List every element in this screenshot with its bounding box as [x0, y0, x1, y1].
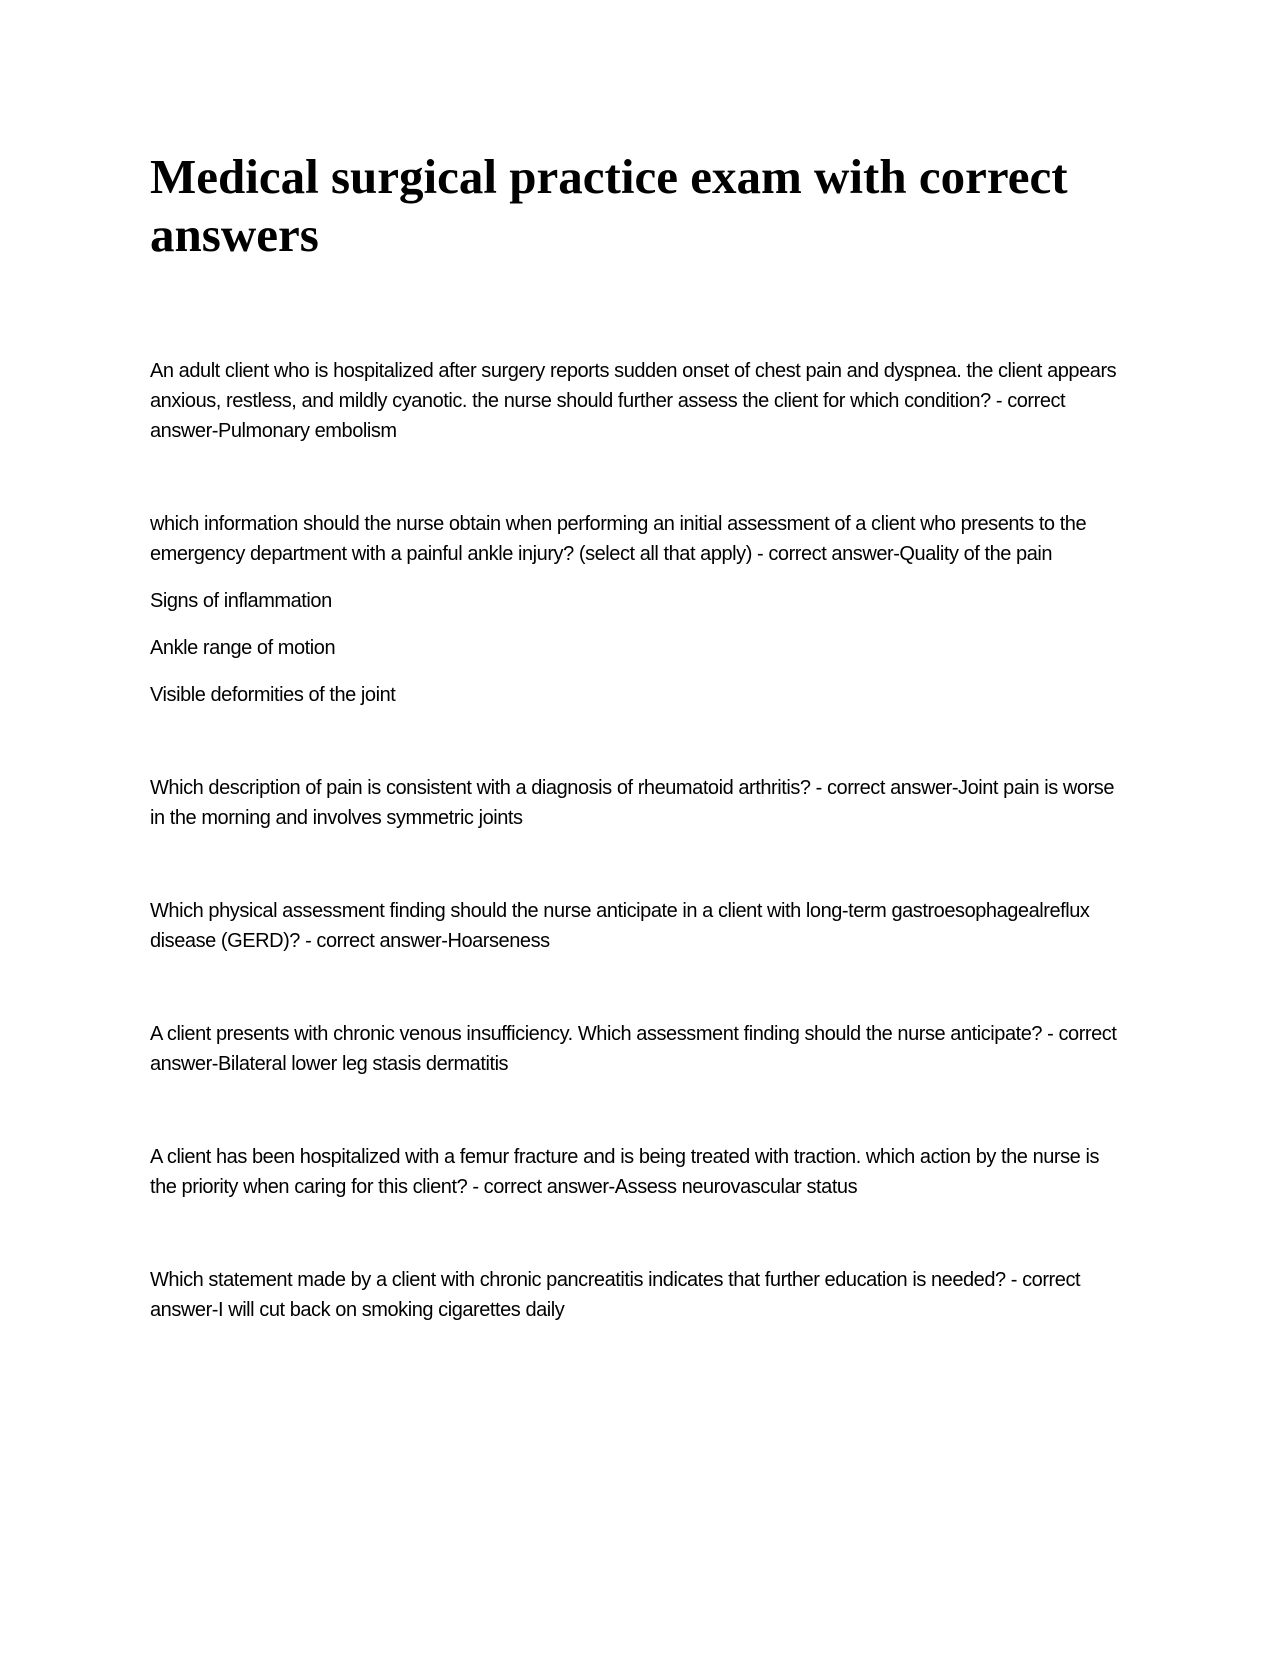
- question-text: which information should the nurse obtain when performing an initial assessment of a client who presents to the emergency department with a painful ankle injury? (select all that apply) - correct answer-Quality of the pain: [150, 513, 1087, 565]
- question-block: [150, 356, 1125, 446]
- answer-item: Ankle range of motion: [150, 637, 336, 659]
- answer-item: Visible deformities of the joint: [150, 684, 396, 706]
- question-text: A client presents with chronic venous insufficiency. Which assessment finding should the nurse anticipate? - correct answer-Bilateral lower leg stasis dermatitis: [150, 1023, 1117, 1075]
- question-block: [150, 509, 1125, 710]
- document-page: [150, 148, 1125, 1388]
- answer-list: [150, 586, 1125, 710]
- question-block: [150, 1019, 1125, 1079]
- answer-item: Signs of inflammation: [150, 590, 332, 612]
- question-block: [150, 1142, 1125, 1202]
- question-text: A client has been hospitalized with a femur fracture and is being treated with traction. which action by the nurse is the priority when caring for this client? - correct answer-Assess neurovascular status: [150, 1146, 1100, 1198]
- question-text: An adult client who is hospitalized after surgery reports sudden onset of chest pain and dyspnea. the client appears anxious, restless, and mildly cyanotic. the nurse should further assess the client for which condition? - correct answer-Pulmonary embolism: [150, 360, 1117, 442]
- document-title: Medical surgical practice exam with correct answers: [150, 149, 1068, 262]
- question-text: Which physical assessment finding should the nurse anticipate in a client with long-term gastroesophagealreflux disease (GERD)? - correct answer-Hoarseness: [150, 900, 1090, 952]
- question-block: [150, 896, 1125, 956]
- question-text: Which statement made by a client with chronic pancreatitis indicates that further education is needed? - correct answer-I will cut back on smoking cigarettes daily: [150, 1269, 1081, 1321]
- question-block: [150, 773, 1125, 833]
- question-text: Which description of pain is consistent with a diagnosis of rheumatoid arthritis? - correct answer-Joint pain is worse in the morning and involves symmetric joints: [150, 777, 1115, 829]
- question-block: [150, 1265, 1125, 1325]
